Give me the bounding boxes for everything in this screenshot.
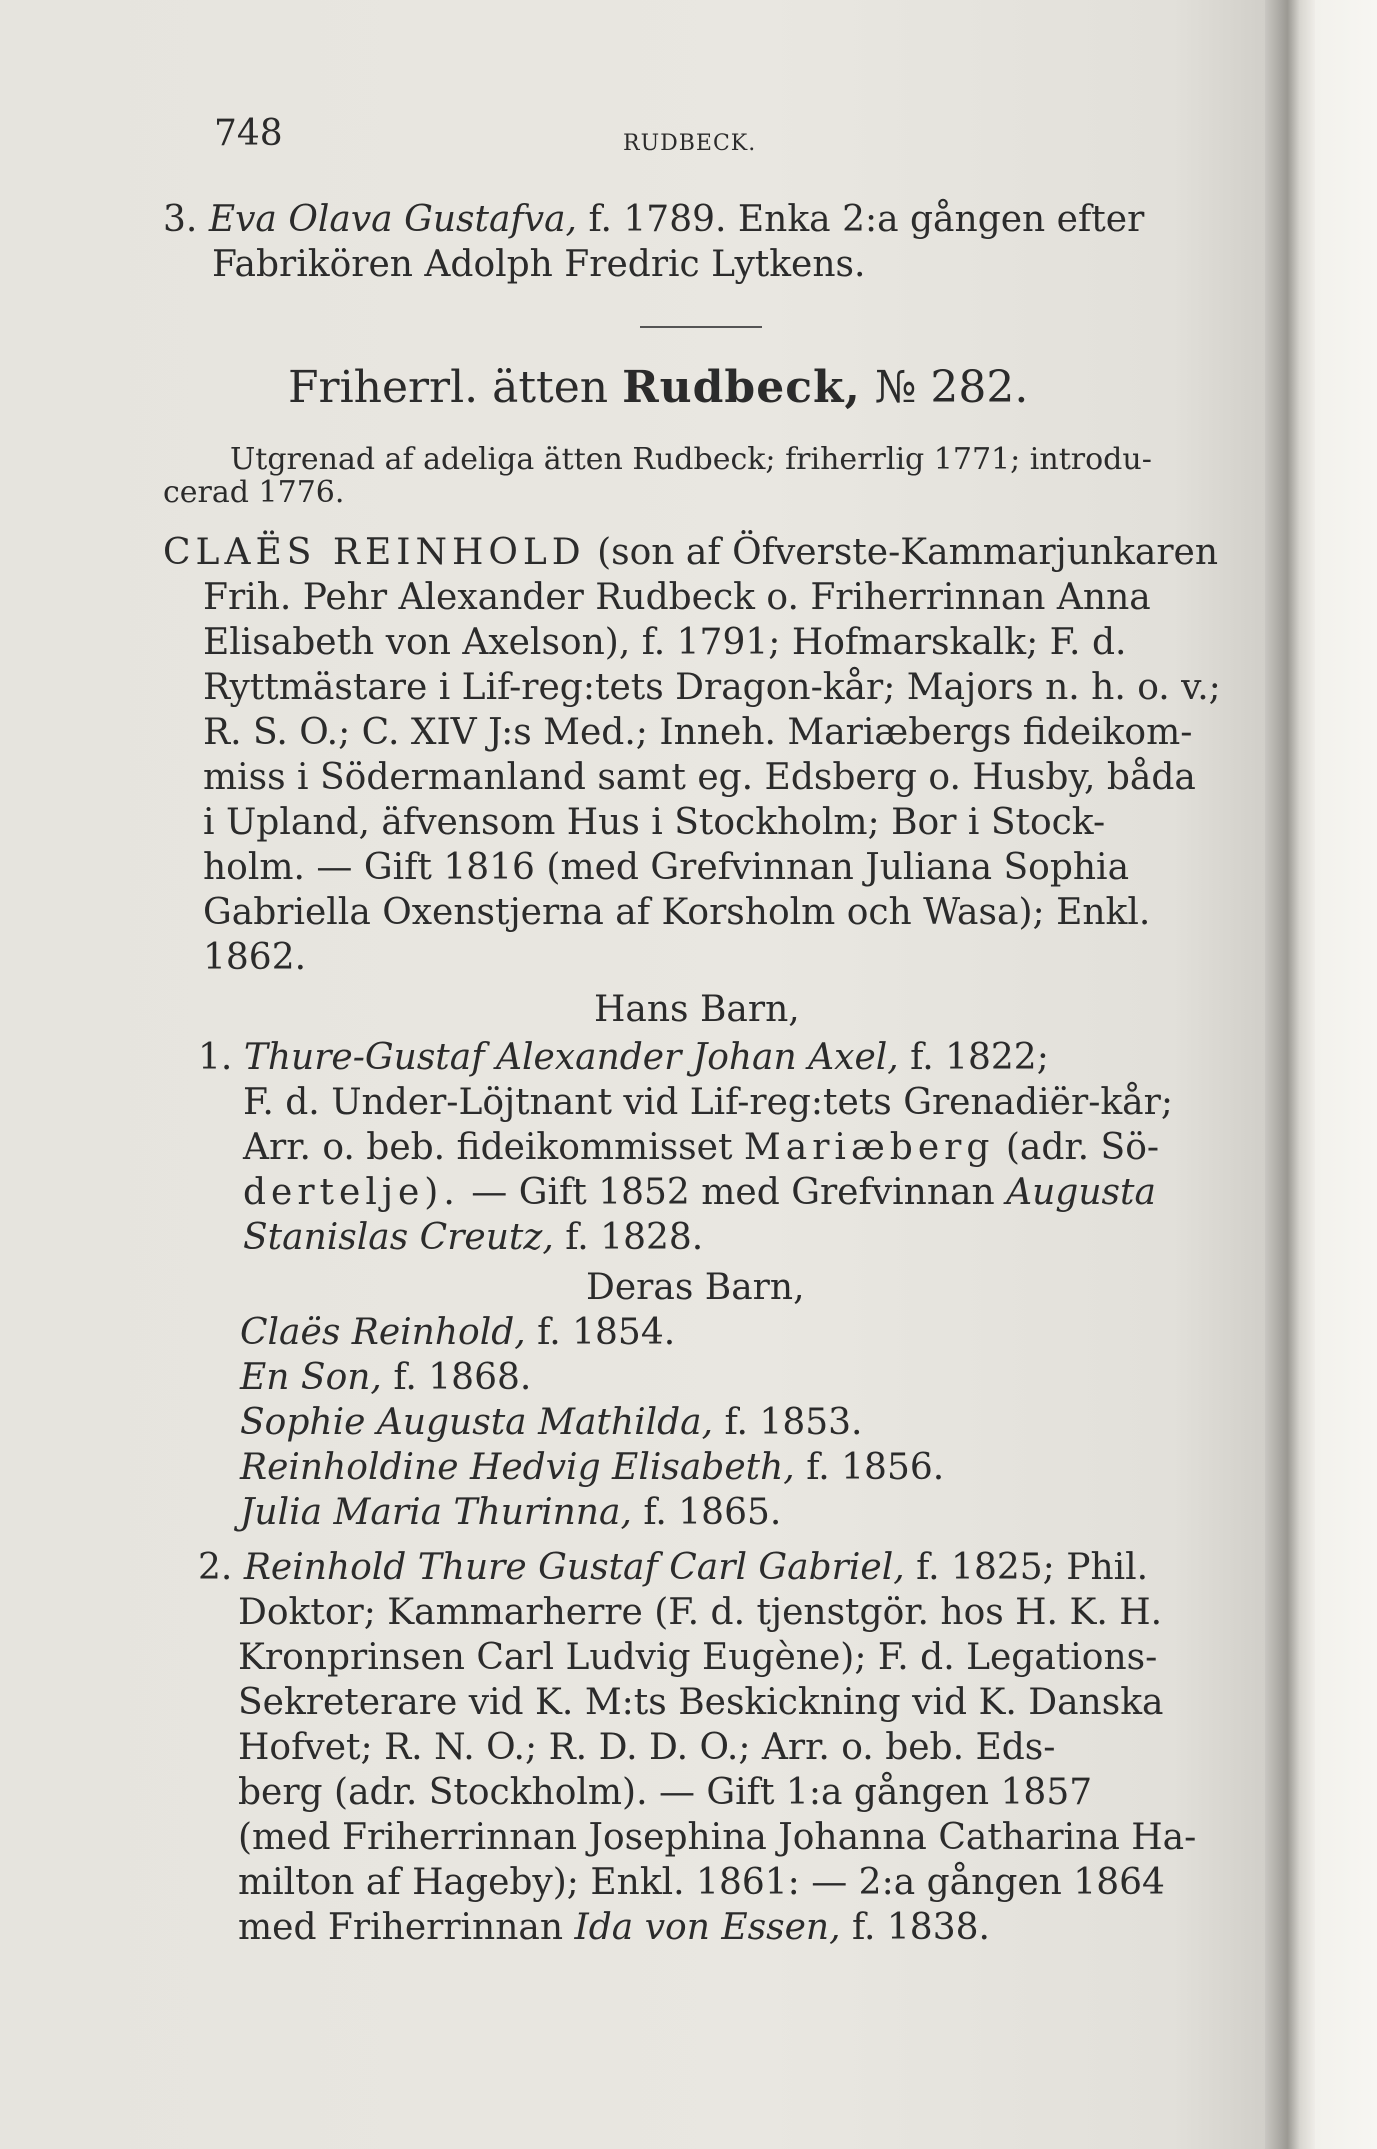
intro-line-2: cerad 1776. bbox=[163, 475, 345, 510]
main-person-name: CLAËS REINHOLD bbox=[163, 532, 586, 573]
running-head: RUDBECK. bbox=[623, 131, 757, 156]
child-1-line-4-b: — Gift 1852 med Grefvinnan bbox=[471, 1172, 995, 1213]
main-line-8: holm. — Gift 1816 (med Grefvinnan Juliana Sophia bbox=[203, 847, 1130, 888]
child-1-spouse-birth: f. 1828. bbox=[565, 1217, 704, 1258]
entry-3-line-1 bbox=[163, 198, 1144, 242]
grandchild-5 bbox=[240, 1491, 781, 1535]
child-2-number: 2. bbox=[198, 1547, 233, 1588]
main-line-5: R. S. O.; C. XIV J:s Med.; Inneh. Mariæbergs fideikom- bbox=[203, 712, 1193, 753]
child-1-spouse-first: Augusta bbox=[1006, 1172, 1156, 1213]
grandchild-4 bbox=[240, 1446, 944, 1490]
heading-number: № 282. bbox=[874, 362, 1029, 413]
child-1-line-4-a: dertelje). bbox=[243, 1172, 460, 1213]
child-1-line-4 bbox=[243, 1171, 1156, 1215]
grandchild-1 bbox=[240, 1311, 675, 1355]
grandchild-2 bbox=[240, 1356, 531, 1400]
grandchild-birth: f. 1854. bbox=[537, 1312, 676, 1353]
main-line-4: Ryttmästare i Lif-reg:tets Dragon-kår; Majors n. h. o. v.; bbox=[203, 667, 1221, 708]
grandchild-birth: f. 1856. bbox=[806, 1447, 945, 1488]
child-2-line-5: Hofvet; R. N. O.; R. D. D. O.; Arr. o. beb. Eds- bbox=[238, 1727, 1056, 1768]
section-divider bbox=[640, 326, 762, 328]
grandchild-name: Reinholdine Hedvig Elisabeth, bbox=[240, 1447, 795, 1488]
grandchild-birth: f. 1853. bbox=[724, 1402, 863, 1443]
child-1-line-3 bbox=[243, 1126, 1159, 1170]
child-1-number: 1. bbox=[198, 1037, 233, 1078]
child-2-line-3: Kronprinsen Carl Ludvig Eugène); F. d. Legations- bbox=[238, 1637, 1158, 1678]
child-1-line-2: F. d. Under-Löjtnant vid Lif-reg:tets Grenadiër-kår; bbox=[243, 1082, 1173, 1123]
grandchild-birth: f. 1868. bbox=[393, 1357, 532, 1398]
child-2-line-7: (med Friherrinnan Josephina Johanna Catharina Ha- bbox=[238, 1817, 1197, 1858]
child-2-spouse-birth: f. 1838. bbox=[851, 1907, 990, 1948]
main-line-3: Elisabeth von Axelson), f. 1791; Hofmarskalk; F. d. bbox=[203, 622, 1127, 663]
main-line-1 bbox=[163, 531, 1218, 575]
child-2-line-1 bbox=[198, 1546, 1148, 1590]
page-edge bbox=[1315, 0, 1377, 2149]
children-heading: Hans Barn, bbox=[594, 989, 800, 1030]
entry-text: f. 1789. Enka 2:a gången efter bbox=[588, 199, 1145, 240]
main-line-7: i Upland, äfvensom Hus i Stockholm; Bor i Stock- bbox=[203, 802, 1106, 843]
child-2-line-6: berg (adr. Stockholm). — Gift 1:a gången 1857 bbox=[238, 1772, 1093, 1813]
grandchild-name: Claës Reinhold, bbox=[240, 1312, 526, 1353]
child-1-estate: Mariæberg bbox=[743, 1127, 995, 1168]
child-2-name: Reinhold Thure Gustaf Carl Gabriel, bbox=[243, 1547, 905, 1588]
page-gutter bbox=[1265, 0, 1315, 2149]
grandchild-birth: f. 1865. bbox=[643, 1492, 782, 1533]
child-1-line-3-c: (adr. Sö- bbox=[1005, 1127, 1160, 1168]
heading-family-name: Rudbeck, bbox=[622, 362, 861, 413]
child-1-spouse-name: Stanislas Creutz, bbox=[243, 1217, 554, 1258]
main-line-1-text: (son af Öfverste-Kammarjunkaren bbox=[597, 532, 1219, 573]
child-2-line-9-a: med Friherrinnan bbox=[238, 1907, 564, 1948]
entry-name: Eva Olava Gustafva, bbox=[208, 199, 577, 240]
grandchild-3 bbox=[240, 1401, 863, 1445]
page-number: 748 bbox=[214, 113, 283, 154]
child-2-text: f. 1825; Phil. bbox=[916, 1547, 1149, 1588]
entry-number: 3. bbox=[163, 199, 198, 240]
child-1-text: f. 1822; bbox=[910, 1037, 1049, 1078]
child-1-line-1 bbox=[198, 1036, 1049, 1080]
child-1-name: Thure-Gustaf Alexander Johan Axel, bbox=[243, 1037, 899, 1078]
main-line-10: 1862. bbox=[203, 937, 307, 978]
grandchild-name: En Son, bbox=[240, 1357, 382, 1398]
heading-pre: Friherrl. ätten bbox=[288, 362, 609, 413]
child-2-line-8: milton af Hageby); Enkl. 1861: — 2:a gången 1864 bbox=[238, 1862, 1165, 1903]
grandchild-name: Julia Maria Thurinna, bbox=[240, 1492, 632, 1533]
grandchildren-heading: Deras Barn, bbox=[586, 1267, 805, 1308]
main-line-6: miss i Södermanland samt eg. Edsberg o. Husby, båda bbox=[203, 757, 1196, 798]
intro-line-1: Utgrenad af adeliga ätten Rudbeck; friherrlig 1771; introdu- bbox=[230, 442, 1152, 477]
child-2-line-9 bbox=[238, 1906, 990, 1950]
main-line-2: Frih. Pehr Alexander Rudbeck o. Friherrinnan Anna bbox=[203, 577, 1151, 618]
entry-3-line-2: Fabrikören Adolph Fredric Lytkens. bbox=[212, 244, 866, 285]
family-heading bbox=[288, 362, 1029, 413]
grandchild-name: Sophie Augusta Mathilda, bbox=[240, 1402, 714, 1443]
child-2-line-4: Sekreterare vid K. M:ts Beskickning vid K. Danska bbox=[238, 1682, 1164, 1723]
child-1-line-3-a: Arr. o. beb. fideikommisset bbox=[243, 1127, 733, 1168]
child-2-spouse-name: Ida von Essen, bbox=[574, 1907, 841, 1948]
main-line-9: Gabriella Oxenstjerna af Korsholm och Wasa); Enkl. bbox=[203, 892, 1151, 933]
child-2-line-2: Doktor; Kammarherre (F. d. tjenstgör. hos H. K. H. bbox=[238, 1592, 1163, 1633]
child-1-line-5 bbox=[243, 1216, 703, 1260]
